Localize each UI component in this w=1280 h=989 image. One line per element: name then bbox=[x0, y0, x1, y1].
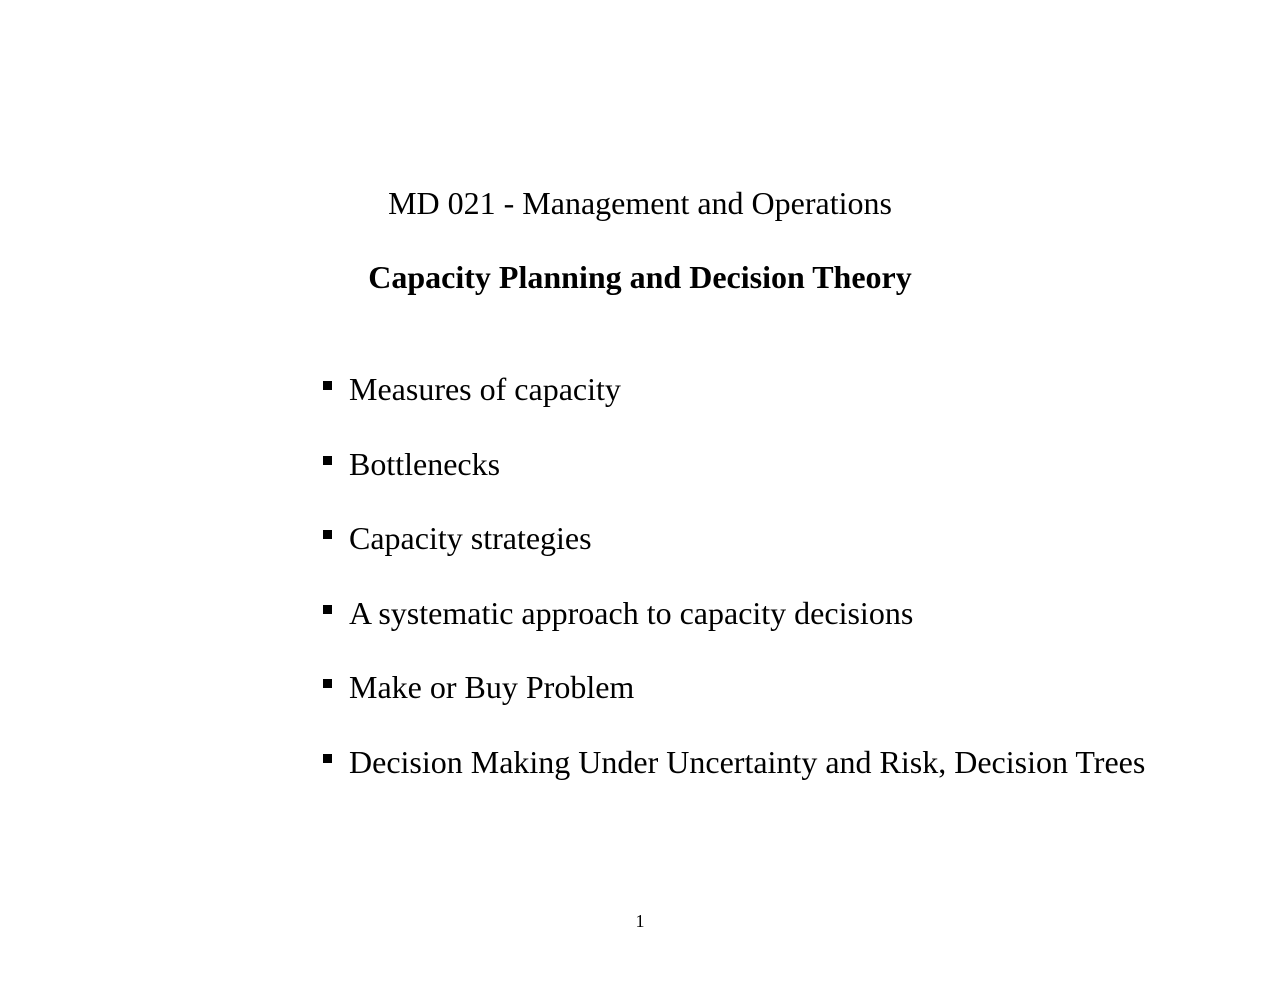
list-item-text: Make or Buy Problem bbox=[349, 669, 635, 706]
square-bullet-icon bbox=[323, 605, 332, 614]
square-bullet-icon bbox=[323, 754, 332, 763]
page-number: 1 bbox=[635, 911, 645, 931]
square-bullet-icon bbox=[323, 530, 332, 539]
course-title: MD 021 - Management and Operations bbox=[388, 185, 892, 221]
list-item-text: Bottlenecks bbox=[349, 445, 501, 482]
list-item-text: A systematic approach to capacity decisions bbox=[349, 594, 914, 631]
square-bullet-icon bbox=[323, 381, 332, 390]
topic-title: Capacity Planning and Decision Theory bbox=[368, 259, 912, 295]
list-item-text: Decision Making Under Uncertainty and Risk, Decision Trees bbox=[349, 743, 1146, 780]
list-item-text: Measures of capacity bbox=[349, 371, 621, 407]
square-bullet-icon bbox=[323, 456, 332, 465]
list-item-text: Capacity strategies bbox=[349, 520, 592, 557]
square-bullet-icon bbox=[323, 679, 332, 688]
